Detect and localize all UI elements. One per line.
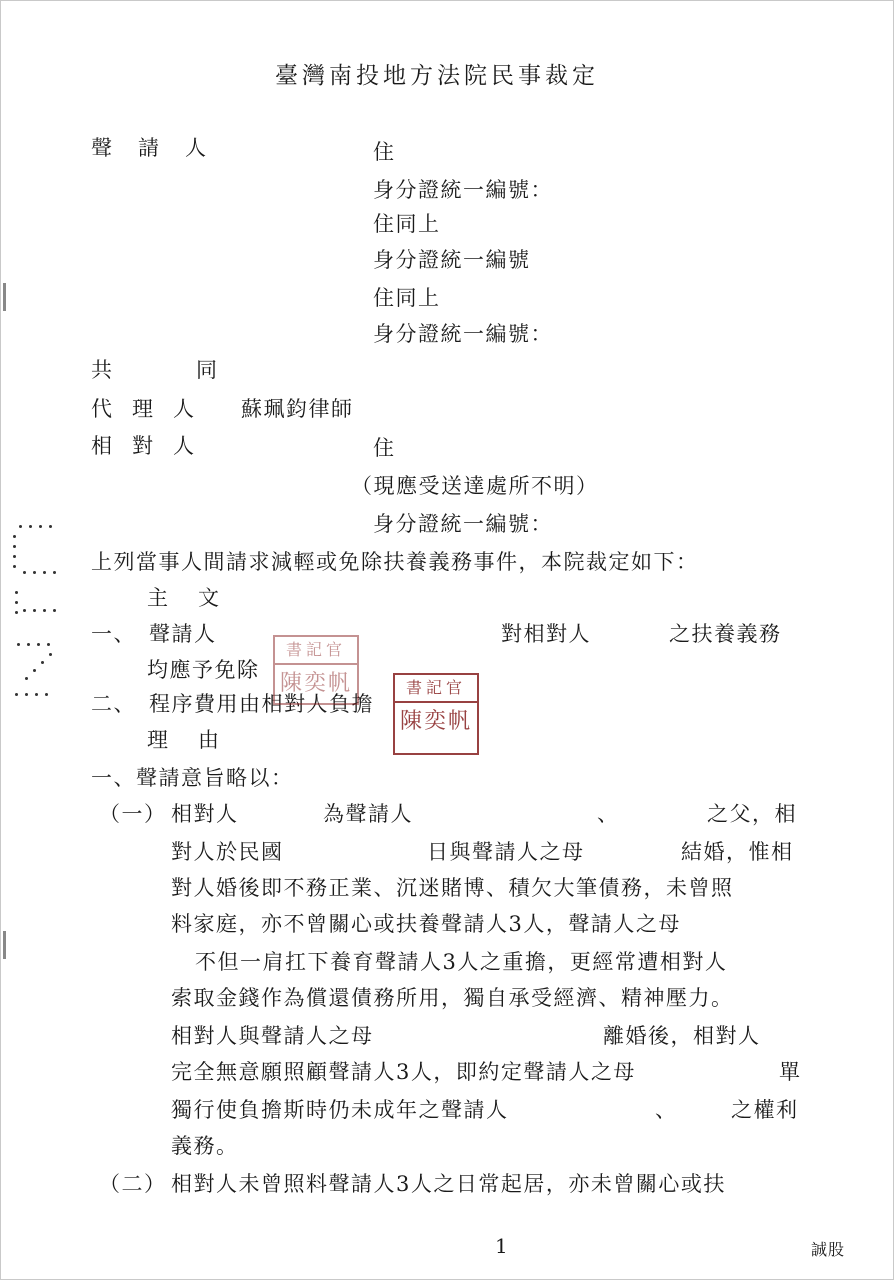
main-heading: 主文 [147, 586, 249, 610]
id-label-2: 身分證統一編號 [373, 248, 531, 272]
perforation-dot [15, 693, 18, 696]
respondent-label: 相對人 [91, 434, 214, 458]
perforation-dot [49, 653, 52, 656]
reason-1-line: 不但一肩扛下養育聲請人3人之重擔，更經常遭相對人 [195, 950, 728, 974]
petitioner-label: 聲請人 [91, 136, 232, 160]
perforation-dot [27, 643, 30, 646]
reason-1-line: 為聲請人 [323, 802, 413, 826]
respondent-id-label: 身分證統一編號： [373, 512, 553, 536]
perforation-dot [45, 693, 48, 696]
perforation-dot [13, 555, 16, 558]
id-label-3: 身分證統一編號： [373, 322, 553, 346]
reason-1-line: 義務。 [171, 1134, 239, 1158]
same-address-2: 住同上 [373, 286, 441, 310]
reason-2-marker: （二） [99, 1172, 167, 1196]
reason-1-line: 對人婚後即不務正業、沉迷賭博、積欠大筆債務，未曾照 [171, 876, 734, 900]
perforation-dot [29, 525, 32, 528]
clerk-seal [393, 673, 479, 755]
perforation-dot [37, 643, 40, 646]
perforation-dot [53, 571, 56, 574]
perforation-dot [53, 609, 56, 612]
seal-name: 陳奕帆 [279, 671, 352, 696]
reasons-intro: 一、聲請意旨略以： [91, 766, 294, 790]
reason-1-line: 完全無意願照顧聲請人3人，即約定聲請人之母 [171, 1060, 636, 1084]
perforation-dot [49, 525, 52, 528]
edge-mark [3, 931, 6, 959]
document-title: 臺灣南投地方法院民事裁定 [275, 63, 599, 89]
seal-name: 陳奕帆 [399, 709, 472, 734]
reason-1-line: 對人於民國 [171, 840, 284, 864]
id-label: 身分證統一編號： [373, 178, 553, 202]
seal-title: 書記官 [395, 675, 477, 703]
edge-mark [3, 283, 6, 311]
main-item-1-part3: 之扶養義務 [669, 622, 782, 646]
section-label: 誠股 [811, 1240, 846, 1259]
respondent-address-label: 住 [373, 436, 396, 460]
main-item-1-part2: 對相對人 [501, 622, 591, 646]
perforation-dot [19, 525, 22, 528]
same-address-1: 住同上 [373, 212, 441, 236]
perforation-dot [33, 571, 36, 574]
perforation-dot [43, 609, 46, 612]
ruling-intro: 上列當事人間請求減輕或免除扶養義務事件，本院裁定如下： [91, 550, 699, 574]
reason-1-line: 之父，相 [707, 802, 797, 826]
reason-1-line: 料家庭，亦不曾關心或扶養聲請人3人，聲請人之母 [171, 912, 681, 936]
perforation-dot [25, 677, 28, 680]
perforation-dot [15, 611, 18, 614]
address-label: 住 [373, 140, 396, 164]
perforation-dot [47, 643, 50, 646]
reason-2-line: 相對人未曾照料聲請人3人之日常起居，亦未曾關心或扶 [171, 1172, 726, 1196]
reason-1-line: 、 [655, 1098, 678, 1122]
reason-1-line: 、 [597, 802, 620, 826]
perforation-dot [15, 591, 18, 594]
reason-1-line: 相對人 [171, 802, 239, 826]
perforation-dot [33, 669, 36, 672]
perforation-dot [13, 565, 16, 568]
perforation-dot [13, 535, 16, 538]
perforation-dot [15, 601, 18, 604]
main-item-2-prefix: 二、 [91, 692, 136, 716]
main-item-2-text: 程序費用由相對人負擔 [149, 692, 374, 716]
reason-1-line: 獨行使負擔斯時仍未成年之聲請人 [171, 1098, 509, 1122]
perforation-marks [9, 521, 67, 701]
perforation-dot [23, 571, 26, 574]
main-item-1-cont: 均應予免除 [147, 658, 260, 682]
clerk-seal-faded [273, 635, 359, 705]
perforation-dot [33, 609, 36, 612]
perforation-dot [23, 609, 26, 612]
agent-label: 代理人 [91, 397, 214, 421]
perforation-dot [41, 661, 44, 664]
agent-name: 蘇珮鈞律師 [241, 397, 354, 421]
perforation-dot [25, 693, 28, 696]
main-item-1-prefix: 一、 [91, 622, 136, 646]
reason-1-marker: （一） [99, 802, 167, 826]
joint-label: 共同 [91, 358, 301, 382]
seal-title: 書記官 [275, 637, 357, 665]
main-item-1-part1: 聲請人 [149, 622, 217, 646]
reason-1-line: 結婚，惟相 [681, 840, 794, 864]
perforation-dot [35, 693, 38, 696]
perforation-dot [39, 525, 42, 528]
perforation-dot [13, 545, 16, 548]
reason-1-line: 之權利 [731, 1098, 799, 1122]
perforation-dot [43, 571, 46, 574]
reasons-heading: 理由 [147, 728, 249, 752]
respondent-note: （現應受送達處所不明） [351, 474, 599, 498]
reason-1-line: 日與聲請人之母 [427, 840, 585, 864]
perforation-dot [17, 643, 20, 646]
reason-1-line: 單 [779, 1060, 802, 1084]
reason-1-line: 相對人與聲請人之母 [171, 1024, 374, 1048]
reason-1-line: 索取金錢作為償還債務所用，獨自承受經濟、精神壓力。 [171, 986, 734, 1010]
page-number: 1 [495, 1234, 510, 1258]
reason-1-line: 離婚後，相對人 [603, 1024, 761, 1048]
